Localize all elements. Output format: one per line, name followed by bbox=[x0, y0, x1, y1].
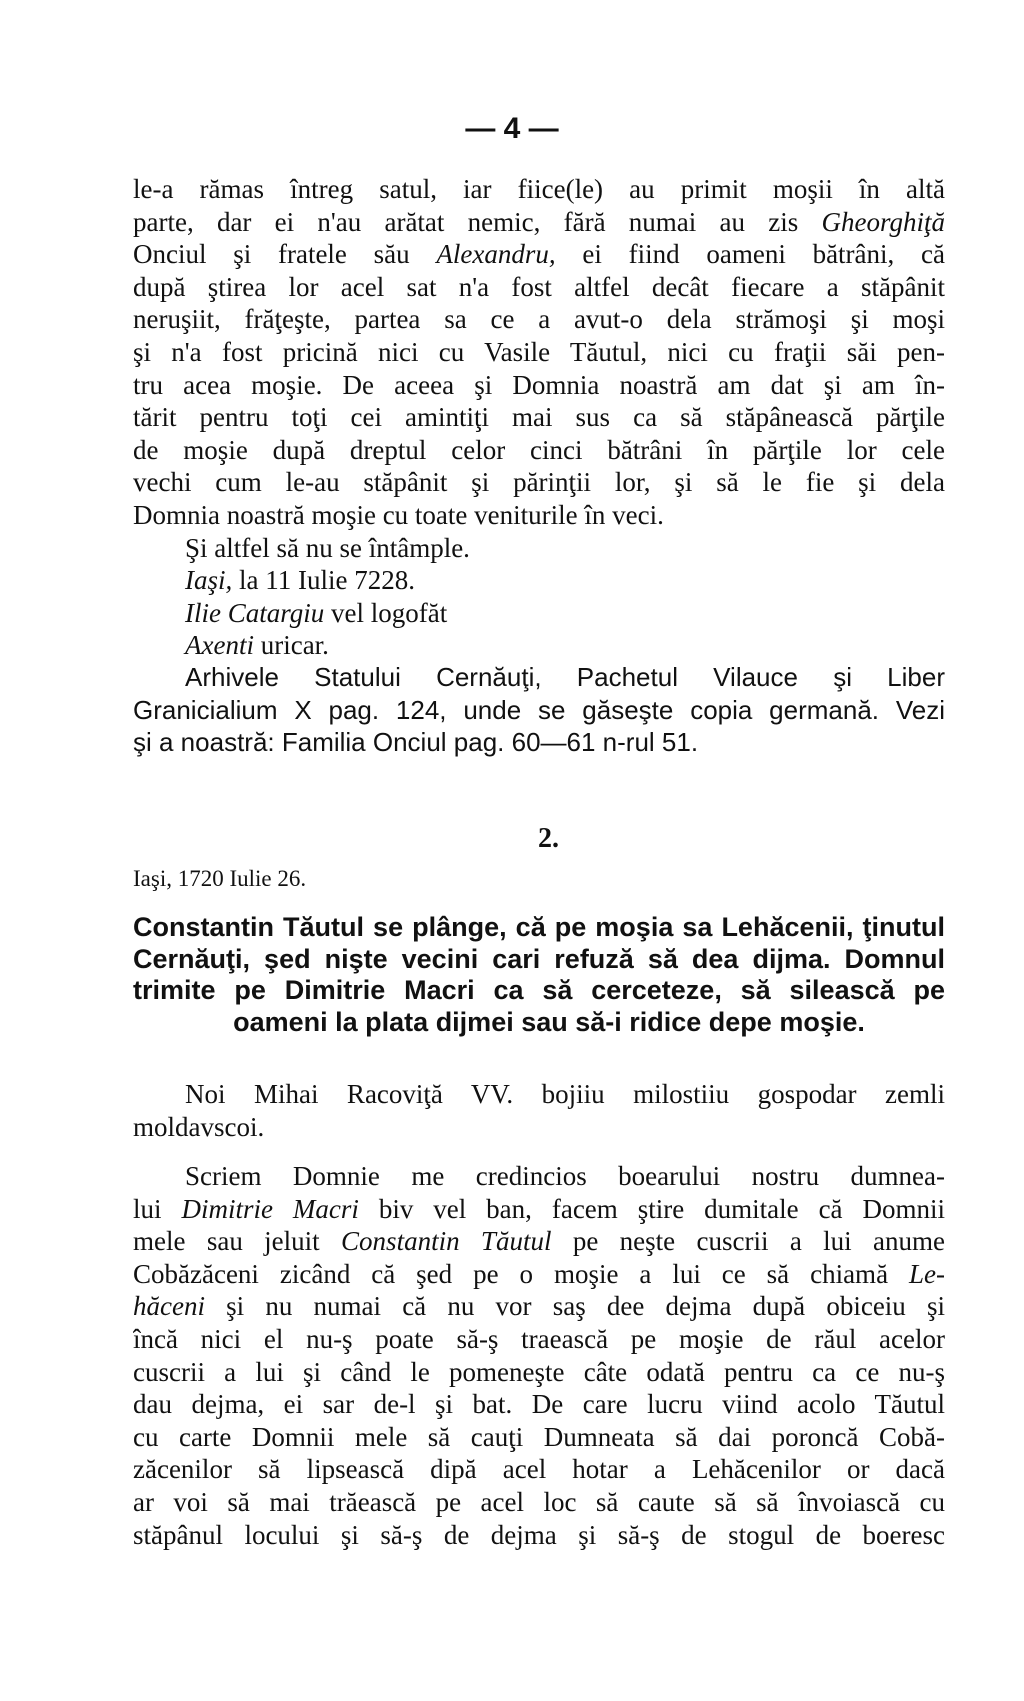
text-line: parte, dar ei n'au arătat nemic, fără numai au zis Gheorghiţă bbox=[133, 206, 945, 237]
body-line: lui Dimitrie Macri biv vel ban, facem ştire dumitale că Domnii bbox=[133, 1193, 945, 1224]
page-number: — 4 — bbox=[465, 112, 559, 145]
archive-note bbox=[133, 661, 945, 759]
signer-name: Ilie Catargiu bbox=[185, 597, 325, 628]
scribe-title: uricar. bbox=[260, 630, 329, 661]
intro-line: moldavscoi. bbox=[133, 1111, 265, 1142]
scribe-line bbox=[133, 629, 945, 662]
body-line: cu carte Domnii mele să cauţi Dumneata să dai poroncă Cobă- bbox=[133, 1421, 945, 1452]
body-line: mele sau jeluit Constantin Tăutul pe neşte cuscrii a lui anume bbox=[133, 1226, 945, 1257]
closing-line: Şi altfel să nu se întâmple. bbox=[185, 532, 470, 563]
document-intro bbox=[133, 1078, 945, 1143]
text-line: vechi cum le-au stăpânit şi părinţii lor, şi să le fie şi dela bbox=[133, 467, 945, 498]
summary-line: Constantin Tăutul se plânge, că pe moşia sa Lehăcenii, ţinutul bbox=[133, 912, 945, 942]
document-number: 2. bbox=[538, 823, 559, 854]
note-line: Granicialium X pag. 124, unde se găseşte copia germană. Vezi bbox=[133, 694, 945, 725]
body-line: zăcenilor să lipsească dipă acel hotar a Lehăcenilor or dacă bbox=[133, 1454, 945, 1485]
text-line: Domnia noastră moşie cu toate veniturile în veci. bbox=[133, 499, 664, 530]
text-line: tru acea moşie. De aceea şi Domnia noastră am dat şi am în- bbox=[133, 369, 945, 400]
person-name: Gheorghiţă bbox=[821, 206, 945, 237]
note-line: Arhivele Statului Cernăuţi, Pachetul Vilauce şi Liber bbox=[185, 662, 945, 692]
text-line: şi n'a fost pricină nici cu Vasile Tăutul, nici cu fraţii săi pen- bbox=[133, 336, 945, 367]
text-line: după ştirea lor acel sat n'a fost altfel decât fiecare a stăpânit bbox=[133, 271, 945, 302]
signer-title: vel logofăt bbox=[331, 597, 448, 628]
document-body bbox=[133, 1160, 945, 1551]
summary-line: oameni la plata dijmei sau să-i ridice depe moşie. bbox=[233, 1006, 865, 1037]
text-line: tărit pentru toţi cei amintiţi mai sus ca să stăpânească părţile bbox=[133, 402, 945, 433]
scribe-name: Axenti bbox=[185, 630, 254, 661]
body-line: Scriem Domnie me credincios boearului nostru dumnea- bbox=[185, 1161, 945, 1191]
body-line: ar voi să mai trăească pe acel loc să caute să să învoiască cu bbox=[133, 1486, 945, 1517]
body-line: hăceni şi nu numai că nu vor saş dee dejma după obiceiu şi bbox=[133, 1291, 945, 1322]
place-name: hăceni bbox=[133, 1291, 205, 1322]
document-summary bbox=[133, 912, 945, 1038]
body-line: încă nici el nu-ş poate să-ş traească pe moşie de răul acelor bbox=[133, 1323, 945, 1354]
place-name: Iaşi, bbox=[185, 565, 233, 596]
person-name: Alexandru, bbox=[436, 239, 556, 270]
person-name: Constantin Tăutul bbox=[341, 1226, 552, 1257]
summary-line: trimite pe Dimitrie Macri ca să cerceteze, să silească pe bbox=[133, 975, 945, 1005]
text-line: Onciul şi fratele său Alexandru, ei fiind oameni bătrâni, că bbox=[133, 239, 945, 270]
body-line: dau dejma, ei sar de-l şi bat. De care lucru viind acolo Tăutul bbox=[133, 1389, 945, 1420]
summary-line: Cernăuţi, şed nişte vecini cari refuză să dea dijma. Domnul bbox=[133, 943, 945, 974]
place-name: Le- bbox=[909, 1258, 945, 1289]
document-place-date: Iaşi, 1720 Iulie 26. bbox=[133, 866, 307, 891]
paragraph-continued bbox=[133, 173, 945, 662]
intro-line: Noi Mihai Racoviţă VV. bojiiu milostiiu gospodar zemli bbox=[185, 1079, 945, 1109]
closing-place-date bbox=[133, 564, 945, 597]
text-line: le-a rămas întreg satul, iar fiice(le) au primit moşii în altă bbox=[133, 174, 945, 204]
closing-date: la 11 Iulie 7228. bbox=[239, 565, 415, 596]
text-line: de moşie după dreptul celor cinci bătrâni în părţile lor cele bbox=[133, 434, 945, 465]
person-name: Dimitrie Macri bbox=[181, 1193, 359, 1224]
body-line: cuscrii a lui şi când le pomeneşte câte odată pentru ca ce nu-ş bbox=[133, 1356, 945, 1387]
text-line: neruşiit, frăţeşte, partea sa ce a avut-o dela strămoşi şi moşi bbox=[133, 304, 945, 335]
signature-line bbox=[133, 597, 945, 630]
note-line: şi a noastră: Familia Onciul pag. 60—61 n-rul 51. bbox=[133, 727, 699, 758]
body-line: stăpânul locului şi să-ş de dejma şi să-ş de stogul de boeresc bbox=[133, 1519, 945, 1550]
body-line: Cobăzăceni zicând că şed pe o moşie a lui ce să chiamă Le- bbox=[133, 1258, 945, 1289]
